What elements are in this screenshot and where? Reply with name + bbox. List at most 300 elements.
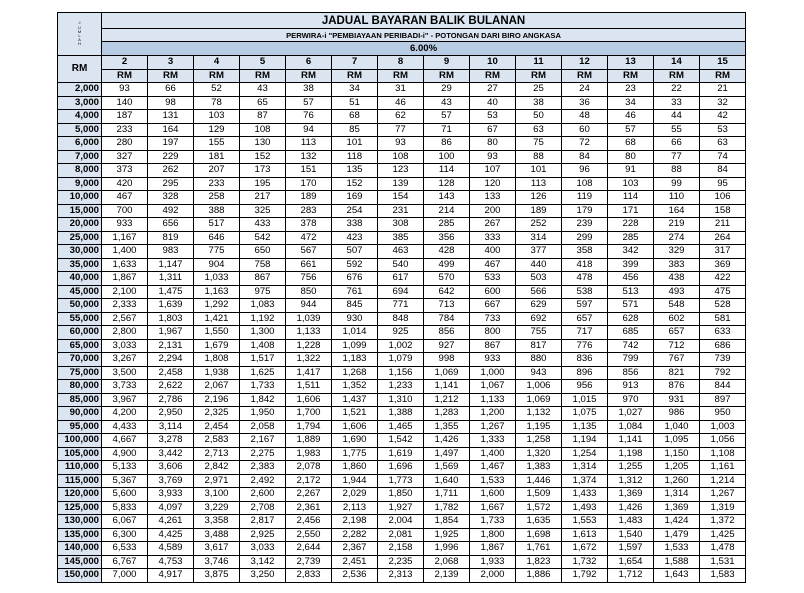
unit-header: RM [562,69,608,83]
table-row [58,299,746,313]
monthly-payment-cell: 1,163 [194,285,240,299]
monthly-payment-cell: 2,198 [332,515,378,529]
side-letter: H [78,41,81,47]
monthly-payment-cell: 733 [470,312,516,326]
table-row [58,326,746,340]
monthly-payment-cell: 24 [562,83,608,97]
monthly-payment-cell: 1,775 [332,447,378,461]
monthly-payment-cell: 2,167 [240,434,286,448]
monthly-payment-cell: 2,739 [286,555,332,569]
monthly-payment-cell: 3,033 [240,542,286,556]
monthly-payment-cell: 2,196 [194,393,240,407]
monthly-payment-cell: 1,696 [378,461,424,475]
monthly-payment-cell: 1,625 [240,366,286,380]
monthly-payment-cell: 925 [378,326,424,340]
monthly-payment-cell: 2,029 [332,488,378,502]
monthly-payment-cell: 3,875 [194,569,240,583]
monthly-payment-cell: 2,786 [148,393,194,407]
monthly-payment-cell: 1,533 [654,542,700,556]
table-row [58,528,746,542]
monthly-payment-cell: 1,475 [148,285,194,299]
monthly-payment-cell: 1,643 [654,569,700,583]
monthly-payment-cell: 3,033 [102,339,148,353]
monthly-payment-cell: 86 [424,137,470,151]
financing-amount: 50,000 [58,299,102,313]
monthly-payment-cell: 317 [700,245,746,259]
monthly-payment-cell: 55 [654,123,700,137]
financing-amount: 70,000 [58,353,102,367]
table-row [58,150,746,164]
monthly-payment-cell: 566 [516,285,562,299]
monthly-payment-cell: 1,141 [424,380,470,394]
monthly-payment-cell: 88 [516,150,562,164]
monthly-payment-cell: 775 [194,245,240,259]
monthly-payment-cell: 4,589 [148,542,194,556]
monthly-payment-cell: 62 [378,110,424,124]
monthly-payment-cell: 1,372 [700,515,746,529]
table-row [58,515,746,529]
monthly-payment-cell: 139 [378,177,424,191]
monthly-payment-cell: 93 [102,83,148,97]
table-row [58,434,746,448]
monthly-payment-cell: 4,753 [148,555,194,569]
monthly-payment-cell: 80 [608,150,654,164]
monthly-payment-cell: 32 [700,96,746,110]
monthly-payment-cell: 2,713 [194,447,240,461]
monthly-payment-cell: 129 [194,123,240,137]
financing-amount: 75,000 [58,366,102,380]
table-row [58,123,746,137]
monthly-payment-cell: 383 [654,258,700,272]
monthly-payment-cell: 95 [700,177,746,191]
monthly-payment-cell: 342 [608,245,654,259]
monthly-payment-cell: 195 [240,177,286,191]
table-row [58,164,746,178]
monthly-payment-cell: 4,425 [148,528,194,542]
monthly-payment-cell: 5,133 [102,461,148,475]
monthly-payment-cell: 130 [240,137,286,151]
unit-header: RM [700,69,746,83]
monthly-payment-cell: 3,967 [102,393,148,407]
monthly-payment-cell: 164 [148,123,194,137]
monthly-payment-cell: 3,142 [240,555,286,569]
monthly-payment-cell: 101 [332,137,378,151]
monthly-payment-cell: 68 [332,110,378,124]
monthly-payment-cell: 1,540 [608,528,654,542]
repayment-table [57,12,746,583]
monthly-payment-cell: 181 [194,150,240,164]
monthly-payment-cell: 1,310 [378,393,424,407]
monthly-payment-cell: 1,600 [470,488,516,502]
monthly-payment-cell: 333 [470,231,516,245]
monthly-payment-cell: 856 [424,326,470,340]
monthly-payment-cell: 1,233 [378,380,424,394]
monthly-payment-cell: 1,479 [654,528,700,542]
monthly-payment-cell: 2,644 [286,542,332,556]
side-letter: J [78,20,81,26]
monthly-payment-cell: 1,133 [470,393,516,407]
monthly-payment-cell: 43 [240,83,286,97]
monthly-payment-cell: 950 [700,407,746,421]
monthly-payment-cell: 2,158 [378,542,424,556]
monthly-payment-cell: 767 [654,353,700,367]
monthly-payment-cell: 1,808 [194,353,240,367]
monthly-payment-cell: 463 [378,245,424,259]
monthly-payment-cell: 2,100 [102,285,148,299]
monthly-payment-cell: 1,733 [240,380,286,394]
monthly-payment-cell: 592 [332,258,378,272]
monthly-payment-cell: 6,767 [102,555,148,569]
monthly-payment-cell: 792 [700,366,746,380]
monthly-payment-cell: 87 [240,110,286,124]
side-letter: A [78,37,81,43]
monthly-payment-cell: 2,282 [332,528,378,542]
financing-amount: 130,000 [58,515,102,529]
monthly-payment-cell: 1,967 [148,326,194,340]
monthly-payment-cell: 433 [240,218,286,232]
month-header: 13 [608,56,654,70]
financing-amount: 10,000 [58,191,102,205]
monthly-payment-cell: 602 [654,312,700,326]
month-header: 3 [148,56,194,70]
monthly-payment-cell: 229 [148,150,194,164]
monthly-payment-cell: 314 [516,231,562,245]
monthly-payment-cell: 2,139 [424,569,470,583]
monthly-payment-cell: 2,078 [286,461,332,475]
monthly-payment-cell: 1,161 [700,461,746,475]
monthly-payment-cell: 378 [286,218,332,232]
month-header: 15 [700,56,746,70]
monthly-payment-cell: 1,944 [332,474,378,488]
monthly-payment-cell: 3,114 [148,420,194,434]
financing-amount: 9,000 [58,177,102,191]
monthly-payment-cell: 7,000 [102,569,148,583]
monthly-payment-cell: 3,442 [148,447,194,461]
monthly-payment-cell: 123 [378,164,424,178]
monthly-payment-cell: 258 [194,191,240,205]
monthly-payment-cell: 819 [148,231,194,245]
monthly-payment-cell: 369 [700,258,746,272]
monthly-payment-cell: 1,773 [378,474,424,488]
monthly-payment-cell: 189 [286,191,332,205]
financing-amount: 95,000 [58,420,102,434]
monthly-payment-cell: 63 [700,137,746,151]
monthly-payment-cell: 2,925 [240,528,286,542]
monthly-payment-cell: 295 [148,177,194,191]
monthly-payment-cell: 2,458 [148,366,194,380]
monthly-payment-cell: 1,698 [516,528,562,542]
monthly-payment-cell: 1,606 [286,393,332,407]
monthly-payment-cell: 66 [654,137,700,151]
financing-amount: 20,000 [58,218,102,232]
monthly-payment-cell: 513 [608,285,654,299]
monthly-payment-cell: 108 [378,150,424,164]
monthly-payment-cell: 1,255 [608,461,654,475]
monthly-payment-cell: 325 [240,204,286,218]
financing-amount: 4,000 [58,110,102,124]
monthly-payment-cell: 1,639 [148,299,194,313]
monthly-payment-cell: 2,708 [240,501,286,515]
monthly-payment-cell: 1,550 [194,326,240,340]
month-header: 7 [332,56,378,70]
monthly-payment-cell: 108 [240,123,286,137]
monthly-payment-cell: 84 [562,150,608,164]
monthly-payment-cell: 113 [286,137,332,151]
monthly-payment-cell: 1,654 [608,555,654,569]
monthly-payment-cell: 1,369 [654,501,700,515]
monthly-payment-cell: 1,135 [562,420,608,434]
monthly-payment-cell: 418 [562,258,608,272]
monthly-payment-cell: 285 [608,231,654,245]
monthly-payment-cell: 1,583 [700,569,746,583]
unit-header: RM [516,69,562,83]
monthly-payment-cell: 1,572 [516,501,562,515]
monthly-payment-cell: 422 [700,272,746,286]
month-header: 14 [654,56,700,70]
monthly-payment-cell: 2,267 [286,488,332,502]
monthly-payment-cell: 1,711 [424,488,470,502]
monthly-payment-cell: 207 [194,164,240,178]
monthly-payment-cell: 1,039 [286,312,332,326]
monthly-payment-cell: 84 [700,164,746,178]
monthly-payment-cell: 108 [562,177,608,191]
monthly-payment-cell: 713 [424,299,470,313]
monthly-payment-cell: 197 [148,137,194,151]
monthly-payment-cell: 231 [378,204,424,218]
monthly-payment-cell: 1,150 [654,447,700,461]
monthly-payment-cell: 1,214 [700,474,746,488]
financing-amount: 7,000 [58,150,102,164]
monthly-payment-cell: 1,099 [332,339,378,353]
monthly-payment-cell: 67 [470,123,516,137]
side-letter: M [77,28,82,34]
monthly-payment-cell: 44 [654,110,700,124]
monthly-payment-cell: 267 [470,218,516,232]
monthly-payment-cell: 71 [424,123,470,137]
monthly-payment-cell: 880 [516,353,562,367]
monthly-payment-cell: 1,156 [378,366,424,380]
monthly-payment-cell: 2,131 [148,339,194,353]
monthly-payment-cell: 217 [240,191,286,205]
monthly-payment-cell: 329 [654,245,700,259]
monthly-payment-cell: 1,015 [562,393,608,407]
monthly-payment-cell: 571 [608,299,654,313]
monthly-payment-cell: 1,006 [516,380,562,394]
monthly-payment-cell: 1,823 [516,555,562,569]
monthly-payment-cell: 493 [654,285,700,299]
monthly-payment-cell: 119 [562,191,608,205]
monthly-payment-cell: 1,493 [562,501,608,515]
financing-amount: 80,000 [58,380,102,394]
monthly-payment-cell: 132 [286,150,332,164]
monthly-payment-cell: 1,228 [286,339,332,353]
monthly-payment-cell: 1,794 [286,420,332,434]
monthly-payment-cell: 1,400 [470,447,516,461]
monthly-payment-cell: 2,817 [240,515,286,529]
monthly-payment-cell: 1,803 [148,312,194,326]
financing-amount: 15,000 [58,204,102,218]
table-row [58,393,746,407]
monthly-payment-cell: 1,311 [148,272,194,286]
monthly-payment-cell: 1,886 [516,569,562,583]
monthly-payment-cell: 2,333 [102,299,148,313]
monthly-payment-cell: 1,889 [286,434,332,448]
monthly-payment-cell: 2,004 [378,515,424,529]
monthly-payment-cell: 173 [240,164,286,178]
monthly-payment-cell: 1,588 [654,555,700,569]
monthly-payment-cell: 1,167 [102,231,148,245]
monthly-payment-cell: 93 [470,150,516,164]
monthly-payment-cell: 1,195 [516,420,562,434]
monthly-payment-cell: 239 [562,218,608,232]
monthly-payment-cell: 93 [378,137,424,151]
monthly-payment-cell: 1,194 [562,434,608,448]
monthly-payment-cell: 85 [332,123,378,137]
table-row [58,272,746,286]
monthly-payment-cell: 986 [654,407,700,421]
monthly-payment-cell: 25 [516,83,562,97]
table-row [58,407,746,421]
monthly-payment-cell: 1,606 [332,420,378,434]
monthly-payment-cell: 1,084 [608,420,654,434]
monthly-payment-cell: 1,183 [332,353,378,367]
monthly-payment-cell: 48 [562,110,608,124]
monthly-payment-cell: 428 [424,245,470,259]
monthly-payment-cell: 214 [424,204,470,218]
monthly-payment-cell: 154 [378,191,424,205]
monthly-payment-cell: 930 [332,312,378,326]
table-row [58,110,746,124]
monthly-payment-cell: 1,383 [516,461,562,475]
monthly-payment-cell: 1,254 [562,447,608,461]
unit-header: RM [654,69,700,83]
monthly-payment-cell: 140 [102,96,148,110]
table-row [58,380,746,394]
monthly-payment-cell: 1,141 [608,434,654,448]
monthly-payment-cell: 1,867 [102,272,148,286]
monthly-payment-cell: 456 [608,272,654,286]
month-header: 12 [562,56,608,70]
monthly-payment-cell: 975 [240,285,286,299]
monthly-payment-cell: 646 [194,231,240,245]
monthly-payment-cell: 21 [700,83,746,97]
unit-header: RM [194,69,240,83]
monthly-payment-cell: 517 [194,218,240,232]
monthly-payment-cell: 27 [470,83,516,97]
monthly-payment-cell: 2,361 [286,501,332,515]
monthly-payment-cell: 2,454 [194,420,240,434]
monthly-payment-cell: 100 [424,150,470,164]
monthly-payment-cell: 3,278 [148,434,194,448]
monthly-payment-cell: 285 [424,218,470,232]
monthly-payment-cell: 4,097 [148,501,194,515]
monthly-payment-cell: 676 [332,272,378,286]
monthly-payment-cell: 970 [608,393,654,407]
financing-amount: 6,000 [58,137,102,151]
monthly-payment-cell: 538 [562,285,608,299]
monthly-payment-cell: 686 [700,339,746,353]
monthly-payment-cell: 1,531 [700,555,746,569]
monthly-payment-cell: 423 [332,231,378,245]
monthly-payment-cell: 756 [286,272,332,286]
monthly-payment-cell: 388 [194,204,240,218]
table-row [58,285,746,299]
monthly-payment-cell: 1,079 [378,353,424,367]
monthly-payment-cell: 472 [286,231,332,245]
monthly-payment-cell: 845 [332,299,378,313]
month-header: 8 [378,56,424,70]
monthly-payment-cell: 3,267 [102,353,148,367]
monthly-payment-cell: 57 [424,110,470,124]
financing-amount: 3,000 [58,96,102,110]
monthly-payment-cell: 2,275 [240,447,286,461]
financing-amount: 115,000 [58,474,102,488]
monthly-payment-cell: 211 [700,218,746,232]
monthly-payment-cell: 1,083 [240,299,286,313]
monthly-payment-cell: 6,300 [102,528,148,542]
monthly-payment-cell: 758 [240,258,286,272]
monthly-payment-cell: 68 [608,137,654,151]
table-row [58,191,746,205]
monthly-payment-cell: 1,667 [470,501,516,515]
monthly-payment-cell: 1,437 [332,393,378,407]
monthly-payment-cell: 933 [470,353,516,367]
monthly-payment-cell: 1,733 [470,515,516,529]
monthly-payment-cell: 155 [194,137,240,151]
monthly-payment-cell: 927 [424,339,470,353]
monthly-payment-cell: 3,606 [148,461,194,475]
monthly-payment-cell: 1,408 [240,339,286,353]
monthly-payment-cell: 1,312 [608,474,654,488]
monthly-payment-cell: 897 [700,393,746,407]
financing-amount: 140,000 [58,542,102,556]
monthly-payment-cell: 1,672 [562,542,608,556]
monthly-payment-cell: 1,597 [608,542,654,556]
monthly-payment-cell: 581 [700,312,746,326]
monthly-payment-cell: 60 [562,123,608,137]
monthly-payment-cell: 36 [562,96,608,110]
monthly-payment-cell: 2,833 [286,569,332,583]
monthly-payment-cell: 478 [562,272,608,286]
monthly-payment-cell: 385 [378,231,424,245]
monthly-payment-cell: 373 [102,164,148,178]
table-row [58,420,746,434]
monthly-payment-cell: 1,069 [516,393,562,407]
monthly-payment-cell: 128 [424,177,470,191]
monthly-payment-cell: 499 [424,258,470,272]
monthly-payment-cell: 2,583 [194,434,240,448]
monthly-payment-cell: 133 [470,191,516,205]
monthly-payment-cell: 280 [102,137,148,151]
monthly-payment-cell: 63 [516,123,562,137]
monthly-payment-cell: 1,267 [700,488,746,502]
monthly-payment-cell: 742 [608,339,654,353]
monthly-payment-cell: 1,258 [516,434,562,448]
monthly-payment-cell: 629 [516,299,562,313]
monthly-payment-cell: 77 [654,150,700,164]
table-row [58,569,746,583]
monthly-payment-cell: 43 [424,96,470,110]
unit-header: RM [148,69,194,83]
monthly-payment-cell: 1,983 [286,447,332,461]
monthly-payment-cell: 219 [654,218,700,232]
monthly-payment-cell: 2,492 [240,474,286,488]
monthly-payment-cell: 2,313 [378,569,424,583]
monthly-payment-cell: 53 [700,123,746,137]
monthly-payment-cell: 507 [332,245,378,259]
monthly-payment-cell: 1,069 [424,366,470,380]
monthly-payment-cell: 52 [194,83,240,97]
